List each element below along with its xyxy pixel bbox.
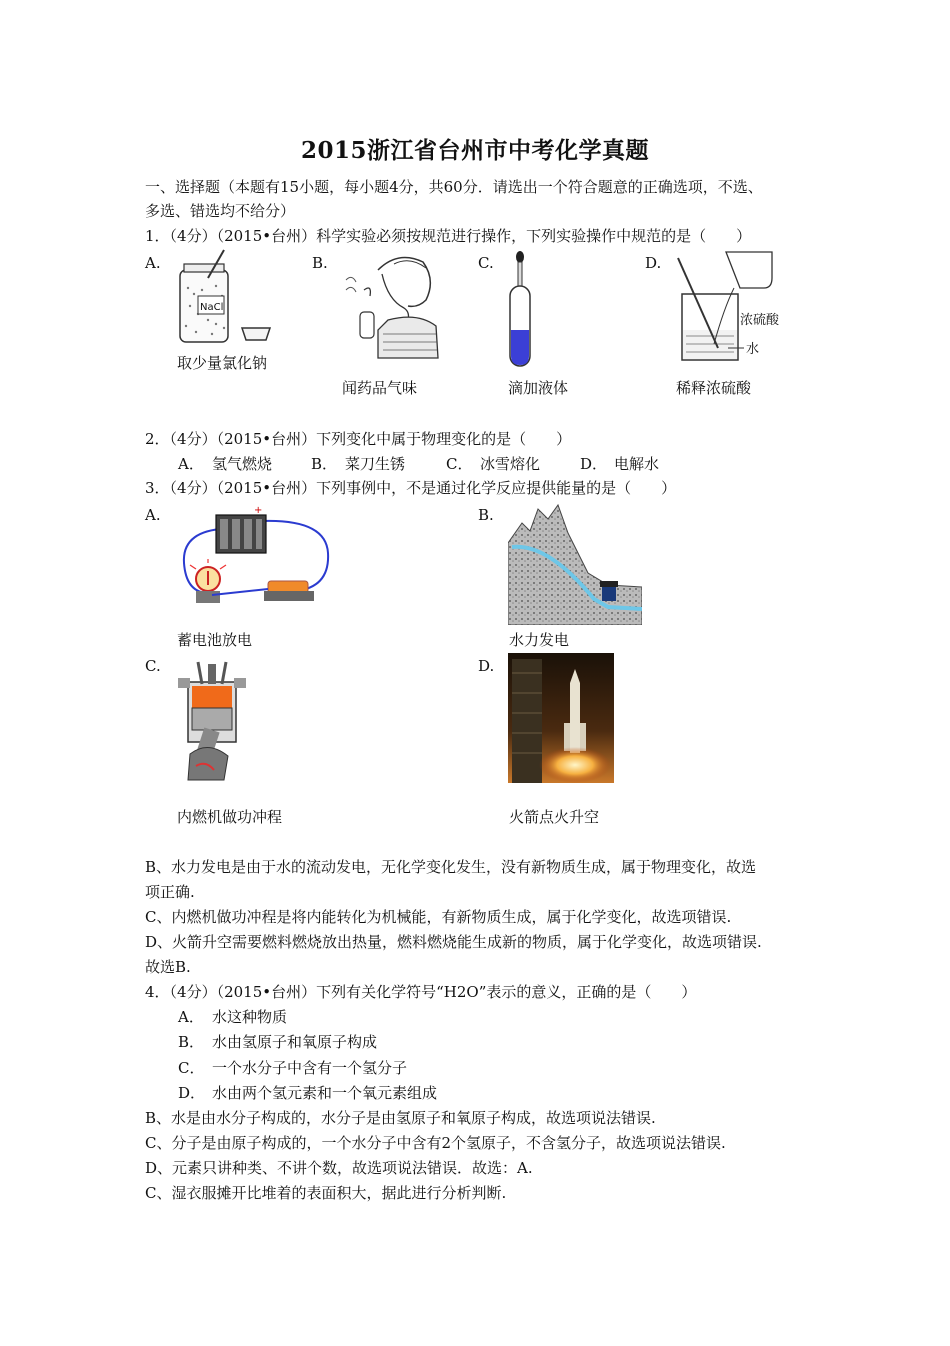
q3-option-b-caption: 水力发电 [509, 631, 570, 649]
q1-option-a-caption: 取少量氯化钠 [177, 354, 268, 372]
q4-option-a: A． 水这种物质 [178, 1008, 288, 1026]
q3-option-b-image [508, 503, 642, 629]
q3-option-d-letter: D. [478, 657, 495, 675]
q2-option-d: D． 电解水 [580, 455, 660, 473]
q4-explanation-line-4: C、湿衣服摊开比堆着的表面积大，据此进行分析判断. [145, 1184, 507, 1202]
q3-option-b-letter: B. [478, 506, 494, 524]
q3-explanation-line-1: B、水力发电是由于水的流动发电，无化学变化发生，没有新物质生成，属于物理变化，故选 [145, 858, 757, 876]
q3-explanation-line-5: 故选B. [145, 958, 191, 976]
water-label: 水 [746, 342, 760, 357]
q3-option-a-letter: A. [145, 506, 161, 524]
q1-option-d-image [672, 248, 792, 370]
q4-option-c: C． 一个水分子中含有一个氢分子 [178, 1059, 408, 1077]
q3-option-c-letter: C. [145, 657, 161, 675]
q1-option-c-caption: 滴加液体 [508, 379, 569, 397]
q1-option-d-letter: D. [645, 254, 662, 272]
section-heading-line-1: 一、选择题（本题有15小题，每小题4分，共60分．请选出一个符合题意的正确选项，不选、 [145, 178, 763, 196]
q1-option-a-image [172, 248, 282, 352]
nacl-label: NaCl [200, 302, 224, 313]
q3-explanation-line-2: 项正确. [145, 883, 195, 901]
q3-option-c-image [178, 656, 246, 788]
q1-option-b-letter: B. [312, 254, 328, 272]
q1-stem: 1．（4分）（2015•台州）科学实验必须按规范进行操作，下列实验操作中规范的是（ ） [145, 227, 752, 245]
q1-option-c-letter: C. [478, 254, 494, 272]
q3-option-c-caption: 内燃机做功冲程 [177, 808, 283, 826]
q1-option-b-image [338, 250, 448, 364]
q4-stem: 4．（4分）（2015•台州）下列有关化学符号“H2O”表示的意义，正确的是（ ） [145, 983, 697, 1001]
svg-text:+: + [254, 505, 263, 516]
q4-explanation-line-3: D、元素只讲种类、不讲个数，故选项说法错误．故选：A. [145, 1159, 533, 1177]
page-title: 2015浙江省台州市中考化学真题 [300, 137, 649, 164]
q3-option-a-caption: 蓄电池放电 [177, 631, 253, 649]
q1-option-b-caption: 闻药品气味 [342, 379, 418, 397]
q2-option-c: C． 冰雪熔化 [446, 455, 541, 473]
q2-options [178, 453, 659, 475]
section-heading-line-2: 多选、错选均不给分） [145, 202, 296, 220]
q1-option-c-image [505, 250, 535, 374]
q3-stem: 3．（4分）（2015•台州）下列事例中，不是通过化学反应提供能量的是（ ） [145, 479, 677, 497]
concentrated-acid-label: 浓硫酸 [740, 313, 780, 328]
q3-option-d-caption: 火箭点火升空 [509, 808, 600, 826]
q3-explanation-line-4: D、火箭升空需要燃料燃烧放出热量，燃料燃烧能生成新的物质，属于化学变化，故选项错误. [145, 933, 762, 951]
q4-explanation-line-2: C、分子是由原子构成的，一个水分子中含有2个氢原子，不含氢分子，故选项说法错误. [145, 1134, 726, 1152]
q1-option-a-letter: A. [145, 254, 161, 272]
q1-option-d-caption: 稀释浓硫酸 [676, 379, 752, 397]
q4-option-d: D． 水由两个氢元素和一个氧元素组成 [178, 1084, 438, 1102]
q2-option-a: A． 氢气燃烧 [178, 455, 273, 473]
q3-option-d-image [508, 653, 614, 787]
q4-explanation-line-1: B、水是由水分子构成的，水分子是由氢原子和氧原子构成，故选项说法错误. [145, 1109, 656, 1127]
q2-option-b: B． 菜刀生锈 [311, 455, 406, 473]
q3-explanation-line-3: C、内燃机做功冲程是将内能转化为机械能，有新物质生成，属于化学变化，故选项错误. [145, 908, 732, 926]
q4-option-b: B． 水由氢原子和氧原子构成 [178, 1033, 378, 1051]
q2-stem: 2．（4分）（2015•台州）下列变化中属于物理变化的是（ ） [145, 430, 572, 448]
q3-option-a-image [176, 503, 331, 611]
